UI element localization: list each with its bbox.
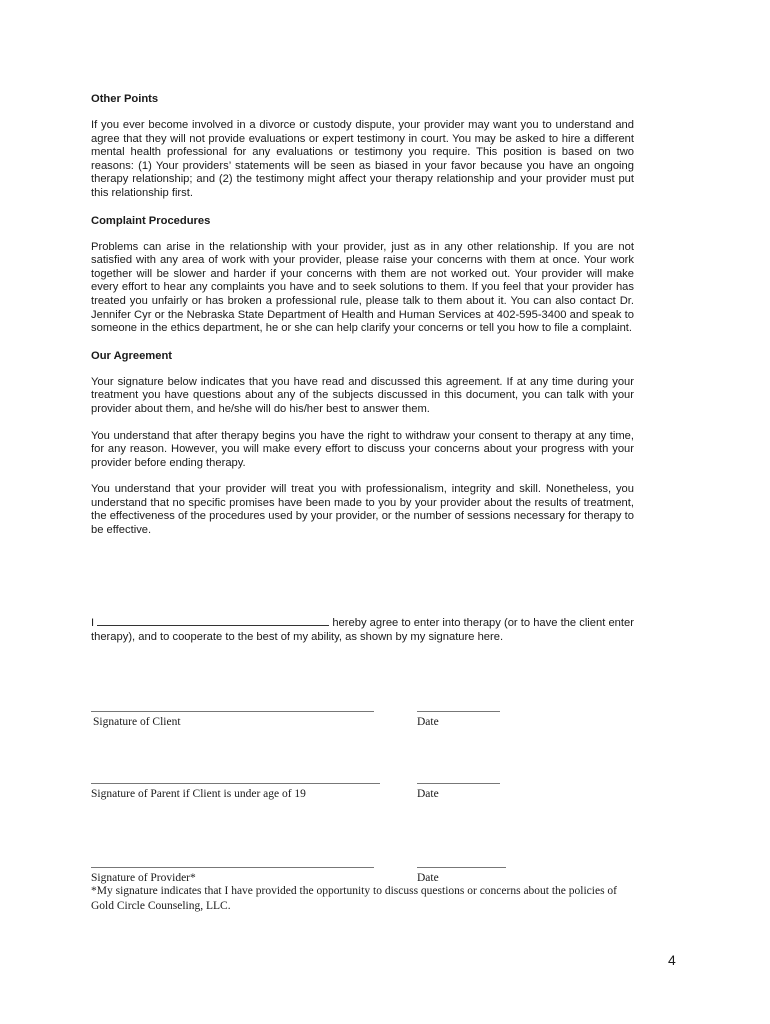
parent-date-label: Date: [417, 788, 439, 800]
section-heading-other-points: Other Points: [91, 93, 159, 105]
section-heading-our-agreement: Our Agreement: [91, 349, 173, 362]
client-signature-label: Signature of Client: [93, 716, 181, 728]
parent-date-line[interactable]: [417, 783, 500, 784]
agreement-paragraph-signature: Your signature below indicates that you have read and discussed this agreement. If at any time during your treatment you have questions about any of the subjects discussed in this document, you can talk with your provider about them, and he/she will do his/her best to answer them.: [91, 375, 634, 415]
client-signature-line[interactable]: [91, 711, 374, 712]
document-body: [91, 92, 634, 552]
page-number: 4: [668, 952, 676, 968]
provider-date-line[interactable]: [417, 867, 506, 868]
provider-date-label: Date: [417, 872, 439, 884]
client-name-blank[interactable]: [97, 614, 329, 626]
consent-suffix: hereby agree to enter into therapy (or to have the client enter therapy), and to cooperate to the best of my ability, as shown by my signature here.: [91, 617, 634, 643]
provider-footnote: *My signature indicates that I have provided the opportunity to discuss questions or concerns about the policies of Gold Circle Counseling, LLC.: [91, 885, 618, 912]
provider-signature-label: Signature of Provider*: [91, 872, 196, 884]
parent-signature-label: Signature of Parent if Client is under age of 19: [91, 788, 306, 800]
agreement-paragraph-withdraw: You understand that after therapy begins you have the right to withdraw your consent to therapy at any time, for any reason. However, you will make every effort to discuss your concerns about your progress with your provider before ending therapy.: [91, 429, 634, 469]
client-date-label: Date: [417, 716, 439, 728]
client-date-line[interactable]: [417, 711, 500, 712]
consent-statement: [91, 614, 634, 644]
complaint-procedures-paragraph: Problems can arise in the relationship with your provider, just as in any other relationship. If you are not satisfied with any area of work with your provider, please raise your concerns with them at once. Your work together will be slower and harder if your concerns with them are not worked out. Your provider will make every effort to hear any complaints you have and to seek solutions to them. If you feel that your provider has treated you unfairly or has broken a professional rule, please talk to them about it. You can also contact Dr. Jennifer Cyr or the Nebraska State Department of Health and Human Services at 402-595-3400 and speak to someone in the ethics department, he or she can help clarify your concerns or tell you how to file a complaint.: [91, 240, 634, 335]
client-signature-row: [91, 711, 651, 751]
section-heading-complaint-procedures: Complaint Procedures: [91, 214, 211, 227]
parent-signature-line[interactable]: [91, 783, 380, 784]
parent-signature-row: [91, 783, 651, 823]
consent-prefix: I: [91, 617, 95, 629]
other-points-paragraph: If you ever become involved in a divorce or custody dispute, your provider may want you to understand and agree that they will not provide evaluations or expert testimony in court. You may be asked to hire a different mental health professional for any evaluations or testimony you require. This position is based on two reasons: (1) Your providers’ statements will be seen as biased in your favor because you have an ongoing therapy relationship; and (2) the testimony might affect your therapy relationship and your provider must put this relationship first.: [91, 119, 634, 199]
agreement-paragraph-professionalism: You understand that your provider will treat you with professionalism, integrity and skill. Nonetheless, you understand that no specific promises have been made to you by your provider about the results of treatment, the effectiveness of the procedures used by your provider, or the number of sessions necessary for therapy to be effective.: [91, 483, 634, 537]
provider-signature-line[interactable]: [91, 867, 374, 868]
